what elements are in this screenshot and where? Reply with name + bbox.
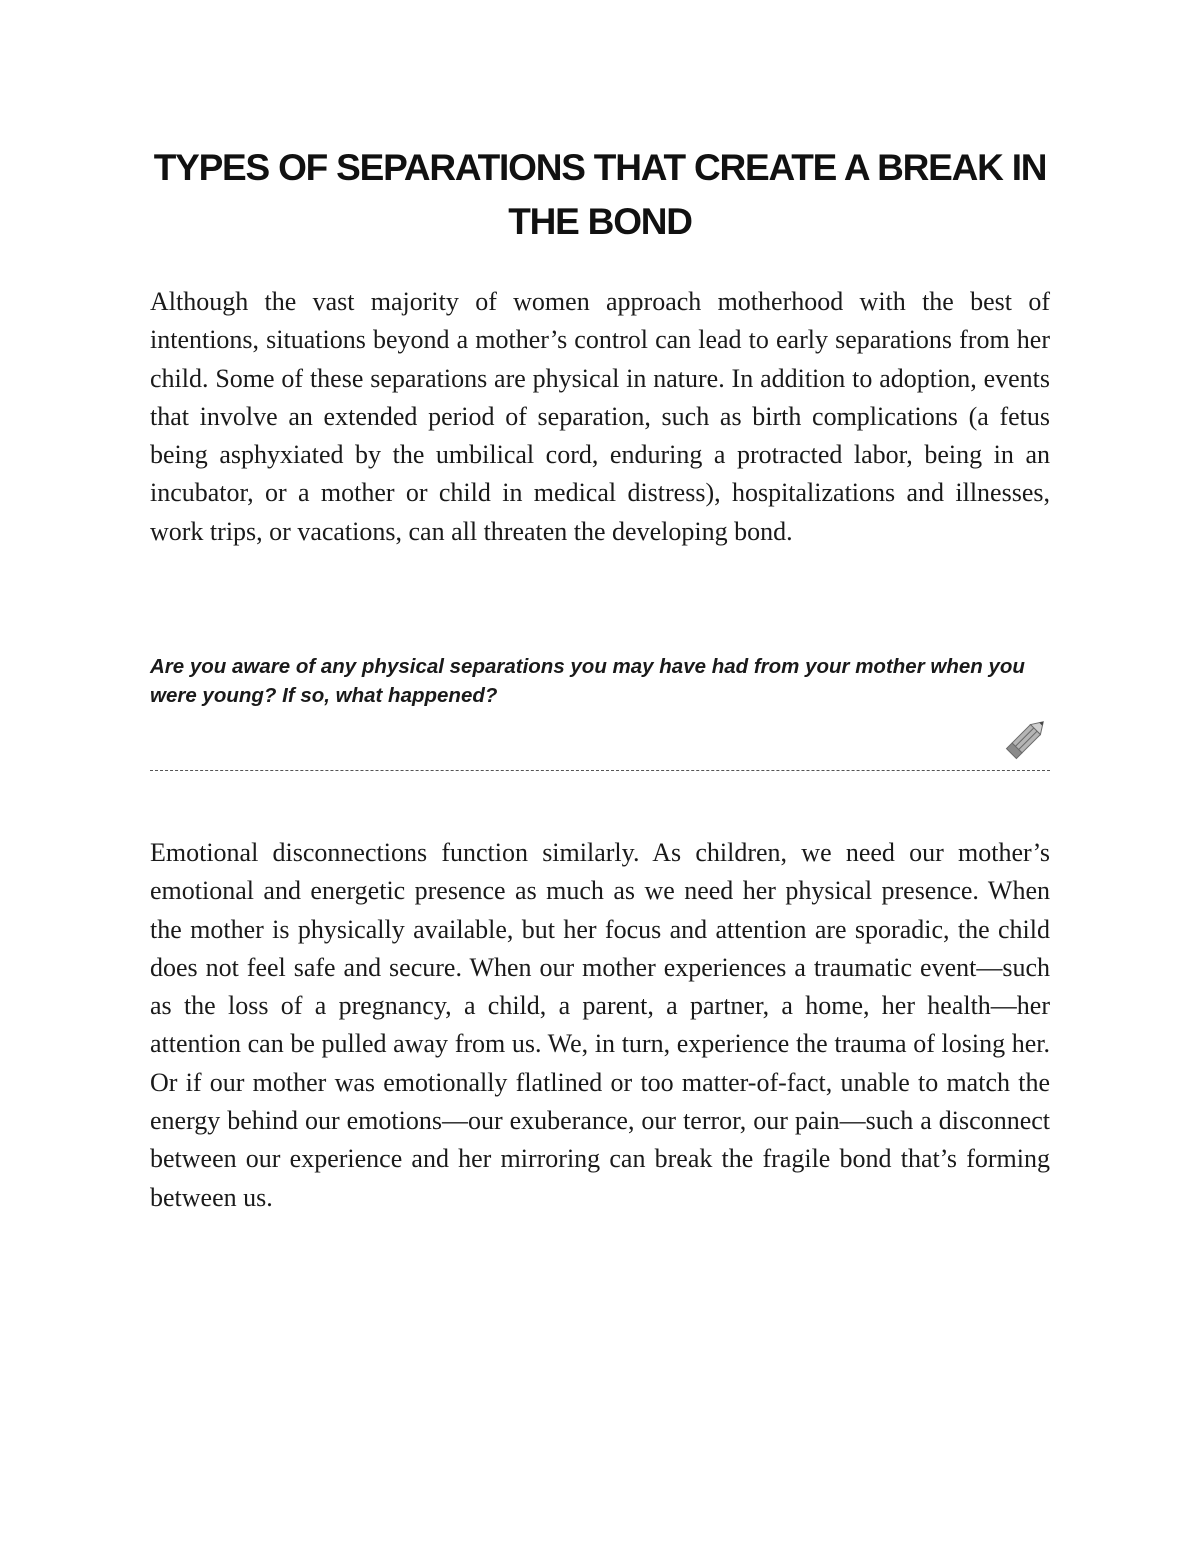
- body-paragraph-physical-separations: Although the vast majority of women approach motherhood with the best of intentions, situations beyond a mother’s control can lead to early separations from her child. Some of these separations are physical in nature. In addition to adoption, events that involve an extended period of separation, such as birth complications (a fetus being asphyxiated by the umbilical cord, enduring a protracted labor, being in an incubator, or a mother or child in medical distress), hospitalizations and illnesses, work trips, or vacations, can all threaten the developing bond.: [150, 287, 1050, 546]
- journal-prompt-question: Are you aware of any physical separations you may have had from your mother when you were young? If so, what happened?: [150, 655, 1025, 707]
- pencil-icon: [1002, 713, 1052, 763]
- body-paragraph-emotional-disconnections: Emotional disconnections function similarly. As children, we need our mother’s emotional and energetic presence as much as we need her physical presence. When the mother is physically available, but her focus and attention are sporadic, the child does not feel safe and secure. When our mother experiences a traumatic event—such as the loss of a pregnancy, a child, a parent, a partner, a home, her health—her attention can be pulled away from us. We, in turn, experience the trauma of losing her. Or if our mother was emotionally flatlined or too matter-of-fact, unable to match the energy behind our emotions—our exuberance, our terror, our pain—such a disconnect between our experience and her mirroring can break the fragile bond that’s forming between us.: [150, 838, 1050, 1212]
- page-title: TYPES OF SEPARATIONS THAT CREATE A BREAK IN THE BOND: [153, 147, 1047, 242]
- answer-line: [150, 770, 1050, 771]
